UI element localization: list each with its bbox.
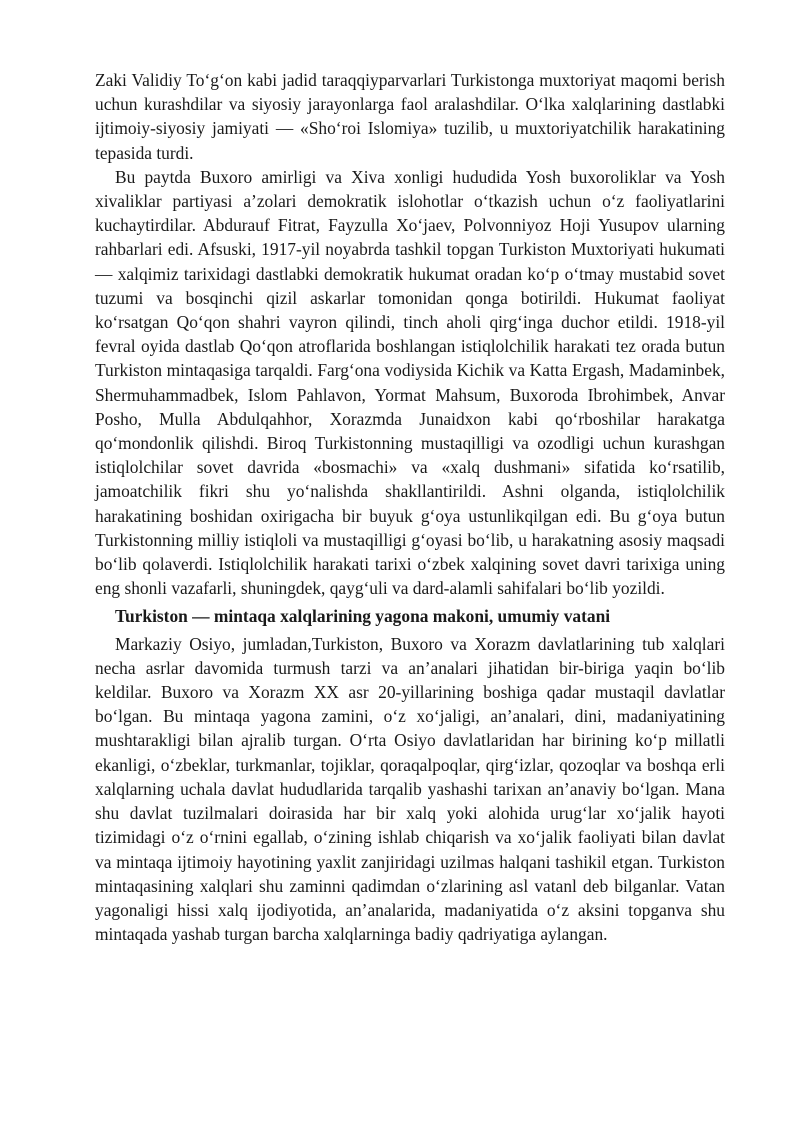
section-heading: Turkiston — mintaqa xalqlarining yagona makoni, umumiy vatani xyxy=(115,606,611,627)
paragraph-continuation: Zaki Validiy To‘g‘on kabi jadid taraqqiyparvarlari Turkistonga muxtoriyat maqomi berish uchun kurashdilar va siyosiy jarayonlarga faol aralashdilar. O‘lka xalqlarining dastlabki ijtimoiy-siyosiy jamiyati — «Sho‘roi Islomiya» tuzilib, u muxtoriyatchilik harakatining tepasida turdi. xyxy=(95,70,725,163)
document-page xyxy=(95,68,725,946)
paragraph-central-asia: Markaziy Osiyo, jumladan,Turkiston, Buxoro va Xorazm davlatlarining tub xalqlari necha asrlar davomida turmush tarzi va an’analari jihatidan bir-biriga yaqin bo‘lib keldilar. Buxoro va Xorazm XX asr 20-yillarining boshiga qadar mustaqil davlatlar bo‘lgan. Bu mintaqa yagona zamini, o‘z xo‘jaligi, an’analari, dini, madaniyatining mushtarakligi bilan ajralib turgan. O‘rta Osiyo davlatlaridan har birining ko‘p millatli ekanligi, o‘zbeklar, turkmanlar, tojiklar, qoraqalpoqlar, qirg‘izlar, qozoqlar va boshqa erli xalqlarning uchala davlat hududlarida tarqalib yashashi tarixan an’anaviy bo‘lgan. Mana shu davlat tuzilmalari doirasida har bir xalq yoki alohida urug‘lar xo‘jalik hayoti tizimidagi o‘z o‘rnini egallab, o‘zining ishlab chiqarish va xo‘jalik faoliyati bilan davlat va mintaqa ijtimoiy hayotining yaxlit zanjiridagi uzilmas halqani tashikil etgan. Turkiston mintaqasining xalqlari shu zaminni qadimdan o‘zlarining asl vatanl deb bilganlar. Vatan yagonaligi hissi xalq ijodiyotida, an’analarida, madaniyatida o‘z aksini topganva shu mintaqada yashab turgan barcha xalqlarninga badiy qadriyatiga aylangan. xyxy=(95,633,725,945)
paragraph-independence-movement: Bu paytda Buxoro amirligi va Xiva xonligi hududida Yosh buxoroliklar va Yosh xivaliklar partiyasi a’zolari demokratik islohotlar o‘tkazish uchun o‘z faoliyatlarini kuchaytirdilar. Abdurauf Fitrat, Fayzulla Xo‘jaev, Polvonniyoz Hoji Yusupov ularning rahbarlari edi. Afsuski, 1917-yil noyabrda tashkil topgan Turkiston Muxtoriyati hukumati — xalqimiz tarixidagi dastlabki demokratik hukumat oradan ko‘p o‘tmay mustabid sovet tuzumi va bosqinchi qizil askarlar tomonidan qonga botirildi. Hukumat faoliyat ko‘rsatgan Qo‘qon shahri vayron qilindi, tinch aholi qirg‘inga duchor etildi. 1918-yil fevral oyida dastlab Qo‘qon atroflarida boshlangan istiqlolchilik harakati tez orada butun Turkiston mintaqasiga tarqaldi. Farg‘ona vodiysida Kichik va Katta Ergash, Madaminbek, Shermuhammadbek, Islom Pahlavon, Yormat Mahsum, Buxoroda Ibrohimbek, Anvar Posho, Mulla Abdulqahhor, Xorazmda Junaidxon kabi qo‘rboshilar harakatga qo‘mondonlik qilishdi. Biroq Turkistonning mustaqilligi va ozodligi uchun kurashgan istiqlolchilar sovet davrida «bosmachi» va «xalq dushmani» sifatida ko‘rsatilib, jamoatchilik fikri shu yo‘nalishda shakllantirildi. Ashni olganda, istiqlolchilik harakatining boshidan oxirigacha bir buyuk g‘oya ustunlikqilgan edi. Bu g‘oya butun Turkistonning milliy istiqloli va mustaqilligi g‘oyasi bo‘lib, u harakatning asosiy maqsadi bo‘lib qolaverdi. Istiqlolchilik harakati tarixi o‘zbek xalqining sovet davri tarixiga uning eng shonli vazafarli, shuningdek, qayg‘uli va dard-alamli sahifalari bo‘lib yozildi. xyxy=(95,166,725,599)
